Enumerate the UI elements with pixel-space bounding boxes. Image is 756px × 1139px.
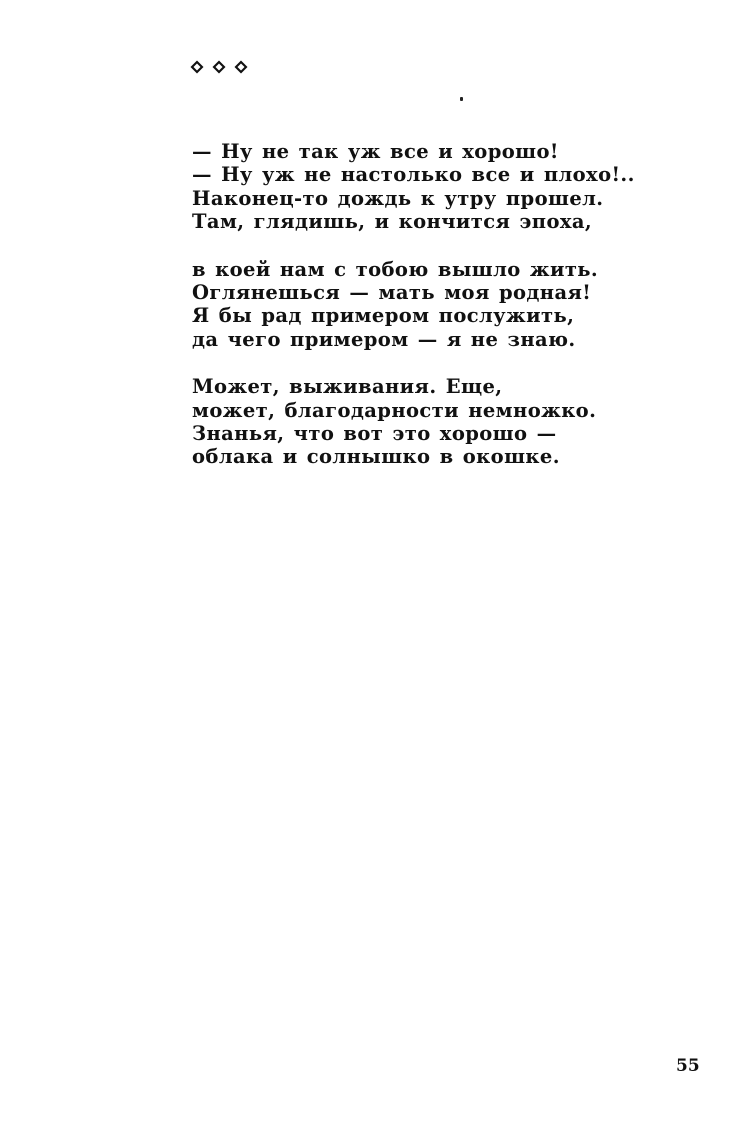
poem-line: Может, выживания. Еще, [192,375,503,399]
poem-line: в коей нам с тобою вышло жить. [192,257,599,281]
poem-line: Там, глядишь, и кончится эпоха, [192,210,593,234]
poem-line: — Ну уж не настолько все и плохо!.. [192,163,635,187]
diamond-icon [190,60,204,74]
poem-line: Наконец-то дождь к утру прошел. [192,186,604,210]
page-number: 55 [676,1056,700,1076]
three-diamonds-icon [190,60,248,74]
stanza-3 [192,375,612,469]
poem-line: Я бы рад примером послужить, [192,304,575,328]
poem-line: облака и солнышко в окошке. [192,445,560,469]
poem [192,140,635,493]
diamond-icon [234,60,248,74]
stanza-1 [192,140,635,234]
poem-line: может, благодарности немножко. [192,398,597,422]
diamond-icon [212,60,226,74]
print-speck [460,97,463,101]
stanza-2 [192,258,612,352]
poem-line: — Ну не так уж все и хорошо! [192,140,559,163]
poem-line: Оглянешься — мать моя родная! [192,281,592,305]
poem-line: да чего примером — я не знаю. [192,327,576,351]
poem-line: Знанья, что вот это хорошо — [192,422,557,446]
